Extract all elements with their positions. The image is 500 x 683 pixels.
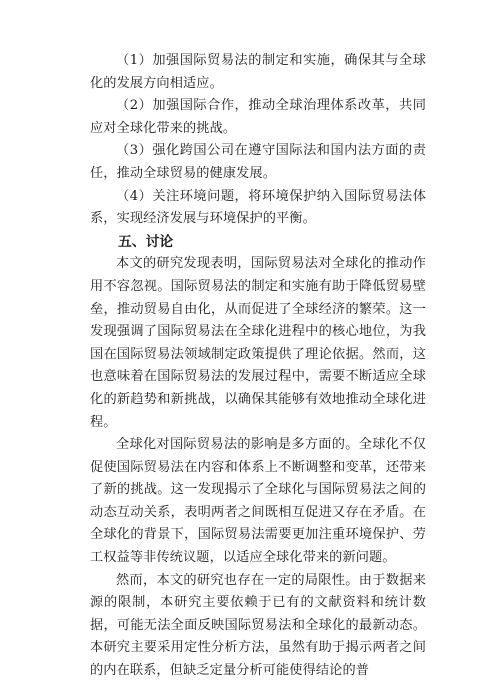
paragraph-2: 全球化对国际贸易法的影响是多方面的。全球化不仅促使国际贸易法在内容和体系上不断调整和变革，还带来了新的挑战。这一发现揭示了全球化与国际贸易法之间的动态互动关系，表明两者之间既相互促进又存在矛盾。在全球化的背景下，国际贸易法需要更加注重环境保护、劳工权益等非传统议题，以适应全球化带来的新问题。 (90, 437, 426, 566)
list-item-2: （2）加强国际合作，推动全球治理体系改革，共同应对全球化带来的挑战。 (90, 98, 426, 136)
document-page (90, 50, 426, 683)
paragraph-3: 然而，本文的研究也存在一定的局限性。由于数据来源的限制，本研究主要依赖于已有的文献资料和统计数据，可能无法全面反映国际贸易法和全球化的最新动态。本研究主要采用定性分析方法，虽然有助于揭示两者之间的内在联系，但缺乏定量分析可能使得结论的普 (90, 572, 426, 679)
list-item-4: （4）关注环境问题，将环境保护纳入国际贸易法体系，实现经济发展与环境保护的平衡。 (90, 188, 426, 227)
list-item-1: （1）加强国际贸易法的制定和实施，确保其与全球化的发展方向相适应。 (90, 53, 426, 91)
list-item-3: （3）强化跨国公司在遵守国际法和国内法方面的责任，推动全球贸易的健康发展。 (90, 143, 426, 181)
section-heading: 五、讨论 (118, 233, 174, 250)
paragraph-1: 本文的研究发现表明，国际贸易法对全球化的推动作用不容忽视。国际贸易法的制定和实施有助于降低贸易壁垒，推动贸易自由化，从而促进了全球经济的繁荣。这一发现强调了国际贸易法在全球化进程中的核心地位，为我国在国际贸易法领域制定政策提供了理论依据。然而，这也意味着在国际贸易法的发展过程中，需要不断适应全球化的新趋势和新挑战，以确保其能够有效地推动全球化进程。 (90, 256, 426, 430)
